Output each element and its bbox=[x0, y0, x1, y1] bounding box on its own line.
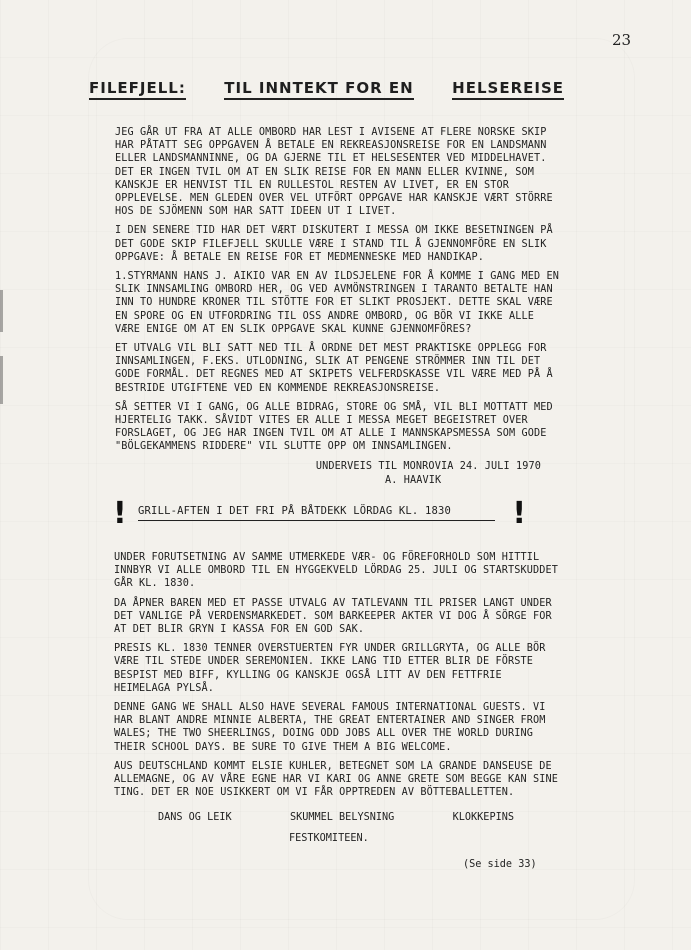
signature-author: A. HAAVIK bbox=[385, 474, 442, 486]
article-title bbox=[89, 79, 564, 100]
title-part-2: TIL INNTEKT FOR EN bbox=[224, 79, 413, 100]
event-banner-text: GRILL-AFTEN I DET FRI PÅ BÅTDEKK LÖRDAG KL. 1830 bbox=[138, 505, 495, 521]
event-banner bbox=[113, 495, 526, 533]
event-paragraph: UNDER FORUTSETNING AV SAMME UTMERKEDE VÆR- OG FÖREFORHOLD SOM HITTIL INNBYR VI ALLE OMBORD TIL EN HYGGEKVELD LÖRDAG 25. JULI OG STARTSKUDDET GÅR KL. 1830. bbox=[114, 552, 558, 590]
highlight-item: DANS OG LEIK bbox=[158, 812, 232, 823]
title-part-1: FILEFJELL: bbox=[89, 79, 186, 100]
highlight-item: SKUMMEL BELYSNING bbox=[289, 812, 395, 823]
article-paragraph: SÅ SETTER VI I GANG, OG ALLE BIDRAG, STORE OG SMÅ, VIL BLI MOTTATT MED HJERTELIG TAKK. SÅVIDT VITES ER ALLE I MESSA MEGET BEGEISTRET OVER FORSLAGET, OG JEG HAR INGEN TVIL OM AT ALLE I MANNSKAPSMESSA SOM GODE "BÖLGEKAMMENS RIDDERE" VIL SLUTTE OPP OM INNSAMLINGEN. bbox=[115, 401, 553, 453]
event-body bbox=[114, 551, 562, 805]
article-paragraph: I DEN SENERE TID HAR DET VÆRT DISKUTERT I MESSA OM IKKE BESETNINGEN PÅ DET GODE SKIP FILEFJELL SKULLE VÆRE I STAND TIL Å GJENNOMFÖRE EN SLIK OPPGAVE: Å BETALE EN REISE FOR ET MEDMENNESKE MED HANDIKAP. bbox=[115, 225, 553, 263]
article-body bbox=[115, 126, 560, 487]
event-paragraph: DENNE GANG WE SHALL ALSO HAVE SEVERAL FAMOUS INTERNATIONAL GUESTS. VI HAR BLANT ANDRE MINNIE ALBERTA, THE GREAT ENTERTAINER AND SINGER FROM WALES; THE TWO SHEERLINGS, DOING ODD JOBS ALL OVER THE WORLD DURING THEIR SCHOOL DAYS. BE SURE TO GIVE THEM A BIG WELCOME. bbox=[114, 702, 546, 753]
event-paragraph: AUS DEUTSCHLAND KOMMT ELSIE KUHLER, BETEGNET SOM LA GRANDE DANSEUSE DE ALLEMAGNE, OG AV VÅRE EGNE HAR VI KARI OG ANNE GRETE SOM BEGGE KAN SINE TING. DET ER NOE USIKKERT OM VI FÅR OPPTREDEN AV BÖTTEBALLETTEN. bbox=[114, 760, 558, 799]
scan-edge-mark bbox=[0, 290, 3, 332]
event-paragraph: DA ÅPNER BAREN MED ET PASSE UTVALG AV TATLEVANN TIL PRISER LANGT UNDER DET VANLIGE PÅ VERDENSMARKEDET. SOM BARKEEPER AKTER VI DOG Å SÖRGE FOR AT DET BLIR GRYN I KASSA FOR EN GOD SAK. bbox=[114, 597, 552, 636]
page-number: 23 bbox=[612, 31, 632, 49]
article-paragraph: 1.STYRMANN HANS J. AIKIO VAR EN AV ILDSJELENE FOR Å KOMME I GANG MED EN SLIK INNSAMLING OMBORD HER, OG VED AVMÖNSTRINGEN I TARANTO BETALTE HAN INN TO HUNDRE KRONER TIL STÖTTE FOR ET SLIKT PROSJEKT. DETTE SKAL VÆRE EN SPORE OG EN UTFORDRING TIL OSS ANDRE OMBORD, OG BÖR VI IKKE ALLE VÆRE ENIGE OM AT EN SLIK OPPGAVE SKAL KUNNE GJENNOMFÖRES? bbox=[115, 271, 559, 335]
article-paragraph: JEG GÅR UT FRA AT ALLE OMBORD HAR LEST I AVISENE AT FLERE NORSKE SKIP HAR PÅTATT SEG OPPGAVEN Å BETALE EN REKREASJONSREISE FOR EN LANDSMANN ELLER LANDSMANNINNE, OG DA GJERNE TIL ET HELSESENTER VED MIDDELHAVET. DET ER INGEN TVIL OM AT EN SLIK REISE FOR EN MANN ELLER KVINNE, SOM KANSKJE ER HENVIST TIL EN RULLESTOL RESTEN AV LIVET, ER EN STOR OPPLEVELSE. MEN GLEDEN OVER VEL UTFÖRT OPPGAVE HAR KANSKJE VÆRT STÖRRE HOS DE SJÖMENN SOM HAR SATT IDEEN UT I LIVET. bbox=[115, 127, 553, 218]
scan-edge-mark bbox=[0, 356, 3, 404]
event-highlights bbox=[158, 812, 514, 823]
exclamation-mark-left: ! bbox=[113, 496, 127, 531]
event-paragraph: PRESIS KL. 1830 TENNER OVERSTUERTEN FYR UNDER GRILLGRYTA, OG ALLE BÖR VÆRE TIL STEDE UNDER SEREMONIEN. IKKE LANG TID ETTER BLIR DE FÖRSTE BESPIST MED BIFF, KYLLING OG KANSKJE OGSÅ LITT AV DEN FETTFRIE HEIMELAGA PYLSÅ. bbox=[114, 643, 546, 694]
article-paragraph: ET UTVALG VIL BLI SATT NED TIL Å ORDNE DET MEST PRAKTISKE OPPLEGG FOR INNSAMLINGEN, F.EKS. UTLODNING, SLIK AT PENGENE STRÖMMER INN TIL DET GODE FORMÅL. DET REGNES MED AT SKIPETS VELFERDSKASSE VIL VÆRE MED PÅ Å BESTRIDE UTGIFTENE VED EN KOMMENDE REKREASJONSREISE. bbox=[115, 343, 553, 394]
highlight-item: KLOKKEPINS bbox=[452, 812, 514, 823]
title-part-3: HELSEREISE bbox=[452, 79, 564, 100]
organizer-signature: FESTKOMITEEN. bbox=[289, 833, 369, 844]
exclamation-mark-right: ! bbox=[512, 496, 526, 531]
signature-place-date: UNDERVEIS TIL MONROVIA 24. JULI 1970 bbox=[315, 460, 541, 472]
see-page-reference: (Se side 33) bbox=[463, 859, 537, 870]
